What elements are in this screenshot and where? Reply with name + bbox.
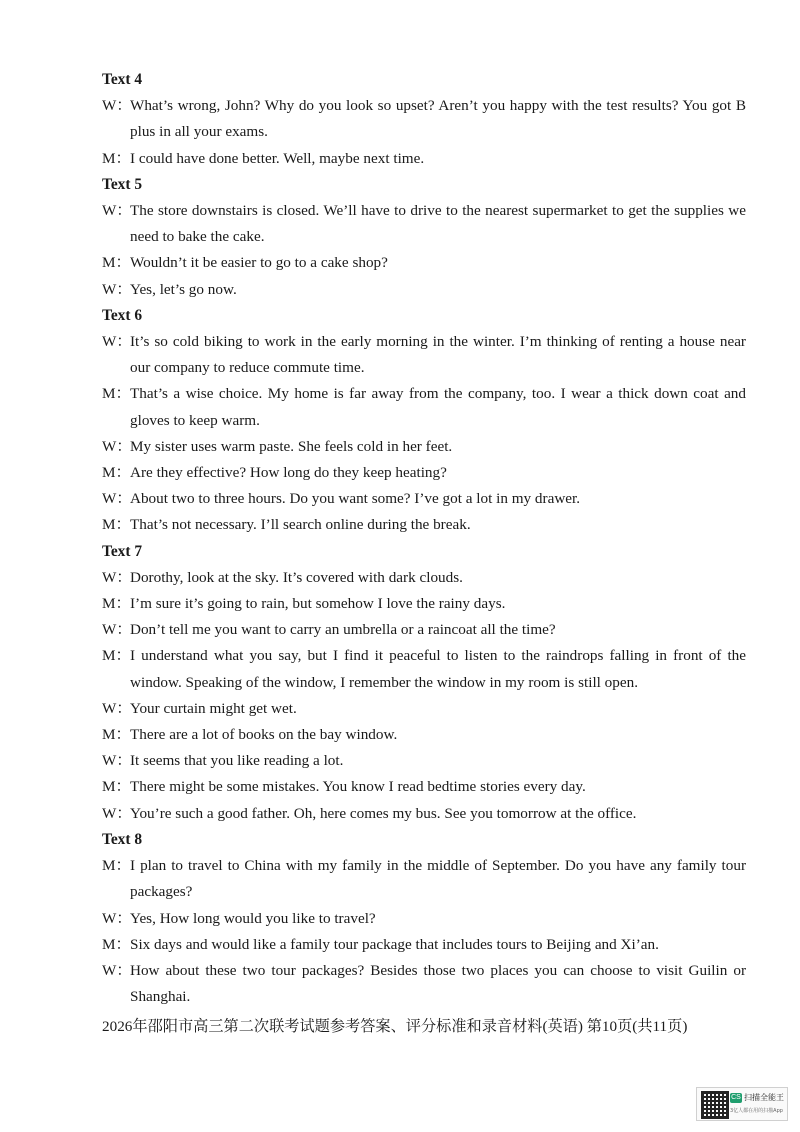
line-text: It’s so cold biking to work in the early morning in the winter. I’m thinking of renting a house near our company to reduce commute time.	[130, 333, 746, 377]
speaker-label: M：	[102, 778, 131, 796]
speaker-label: W：	[102, 202, 132, 220]
line-text: There are a lot of books on the bay window.	[130, 726, 398, 744]
section-text-7	[102, 539, 746, 827]
watermark-title: 扫描全能王	[744, 1093, 784, 1102]
dialogue-line	[102, 277, 746, 303]
camscanner-logo-icon: CS	[731, 1094, 741, 1101]
dialogue-line	[102, 434, 746, 460]
dialogue-line	[102, 906, 746, 932]
line-text: The store downstairs is closed. We’ll have to drive to the nearest supermarket to get the supplies we need to bake the cake.	[130, 202, 746, 246]
section-heading: Text 7	[102, 542, 143, 560]
section-text-8	[102, 827, 746, 1010]
dialogue-line	[102, 774, 746, 800]
dialogue-line	[102, 512, 746, 538]
dialogue-line	[102, 696, 746, 722]
line-text: I understand what you say, but I find it peaceful to listen to the raindrops falling in front of the window. Speaking of the window, I remember the window in my room is still open.	[130, 647, 746, 691]
line-text: What’s wrong, John? Why do you look so upset? Aren’t you happy with the test results? You got B plus in all your exams.	[130, 97, 746, 141]
speaker-label: W：	[102, 280, 132, 298]
line-text: I’m sure it’s going to rain, but somehow I love the rainy days.	[130, 595, 506, 613]
speaker-label: W：	[102, 437, 132, 455]
speaker-label: W：	[102, 621, 132, 639]
speaker-label: M：	[102, 726, 131, 744]
dialogue-line	[102, 617, 746, 643]
watermark-subtitle: 3亿人都在用的扫描App	[730, 1108, 783, 1114]
speaker-label: W：	[102, 804, 132, 822]
line-text: There might be some mistakes. You know I read bedtime stories every day.	[130, 778, 586, 796]
line-text: How about these two tour packages? Besides those two places you can choose to visit Guilin or Shanghai.	[130, 961, 746, 1006]
line-text: That’s a wise choice. My home is far away from the company, too. I wear a thick down coat and gloves to keep warm.	[130, 385, 746, 429]
speaker-label: M：	[102, 595, 131, 613]
dialogue-line	[102, 801, 746, 827]
line-text: That’s not necessary. I’ll search online during the break.	[130, 516, 471, 534]
section-heading: Text 5	[102, 175, 143, 193]
line-text: Your curtain might get wet.	[130, 699, 297, 717]
speaker-label: M：	[102, 385, 131, 403]
speaker-label: M：	[102, 464, 131, 482]
scanner-watermark	[696, 1087, 788, 1121]
line-text: Yes, let’s go now.	[130, 280, 237, 298]
speaker-label: M：	[102, 516, 131, 534]
speaker-label: W：	[102, 568, 132, 586]
page-footer: 2026年邵阳市高三第二次联考试题参考答案、评分标准和录音材料(英语) 第10页(共11页)	[102, 1018, 688, 1035]
dialogue-line	[102, 591, 746, 617]
speaker-label: W：	[102, 752, 132, 770]
speaker-label: M：	[102, 647, 131, 665]
dialogue-line	[102, 958, 746, 1010]
dialogue-line	[102, 722, 746, 748]
dialogue-line	[102, 146, 746, 172]
dialogue-line	[102, 643, 746, 695]
line-text: You’re such a good father. Oh, here comes my bus. See you tomorrow at the office.	[130, 804, 637, 822]
section-heading: Text 6	[102, 306, 143, 324]
dialogue-line	[102, 460, 746, 486]
line-text: Dorothy, look at the sky. It’s covered with dark clouds.	[130, 568, 463, 586]
line-text: I could have done better. Well, maybe next time.	[130, 149, 425, 167]
line-text: Wouldn’t it be easier to go to a cake shop?	[130, 254, 388, 272]
speaker-label: M：	[102, 254, 131, 272]
section-text-4	[102, 67, 746, 172]
section-text-6	[102, 303, 746, 539]
section-heading: Text 8	[102, 830, 143, 848]
speaker-label: M：	[102, 149, 131, 167]
dialogue-line	[102, 486, 746, 512]
speaker-label: W：	[102, 699, 132, 717]
section-text-5	[102, 172, 746, 303]
line-text: It seems that you like reading a lot.	[130, 752, 344, 770]
speaker-label: W：	[102, 97, 132, 115]
dialogue-line	[102, 250, 746, 276]
transcript	[102, 67, 746, 1010]
dialogue-line	[102, 93, 746, 145]
dialogue-line	[102, 565, 746, 591]
line-text: My sister uses warm paste. She feels cold in her feet.	[130, 437, 453, 455]
line-text: Yes, How long would you like to travel?	[130, 909, 376, 927]
speaker-label: W：	[102, 909, 132, 927]
line-text: Are they effective? How long do they keep heating?	[130, 464, 447, 482]
dialogue-line	[102, 381, 746, 433]
dialogue-line	[102, 748, 746, 774]
line-text: About two to three hours. Do you want some? I’ve got a lot in my drawer.	[130, 490, 581, 508]
qr-code-icon	[701, 1091, 729, 1119]
speaker-label: W：	[102, 333, 132, 351]
dialogue-line	[102, 853, 746, 905]
speaker-label: W：	[102, 490, 132, 508]
line-text: I plan to travel to China with my family in the middle of September. Do you have any family tour packages?	[130, 857, 746, 901]
line-text: Six days and would like a family tour package that includes tours to Beijing and Xi’an.	[130, 935, 659, 953]
section-heading: Text 4	[102, 71, 143, 88]
line-text: Don’t tell me you want to carry an umbrella or a raincoat all the time?	[130, 621, 556, 639]
dialogue-line	[102, 932, 746, 958]
speaker-label: W：	[102, 961, 132, 979]
dialogue-line	[102, 329, 746, 381]
dialogue-line	[102, 198, 746, 250]
speaker-label: M：	[102, 857, 131, 875]
speaker-label: M：	[102, 935, 131, 953]
